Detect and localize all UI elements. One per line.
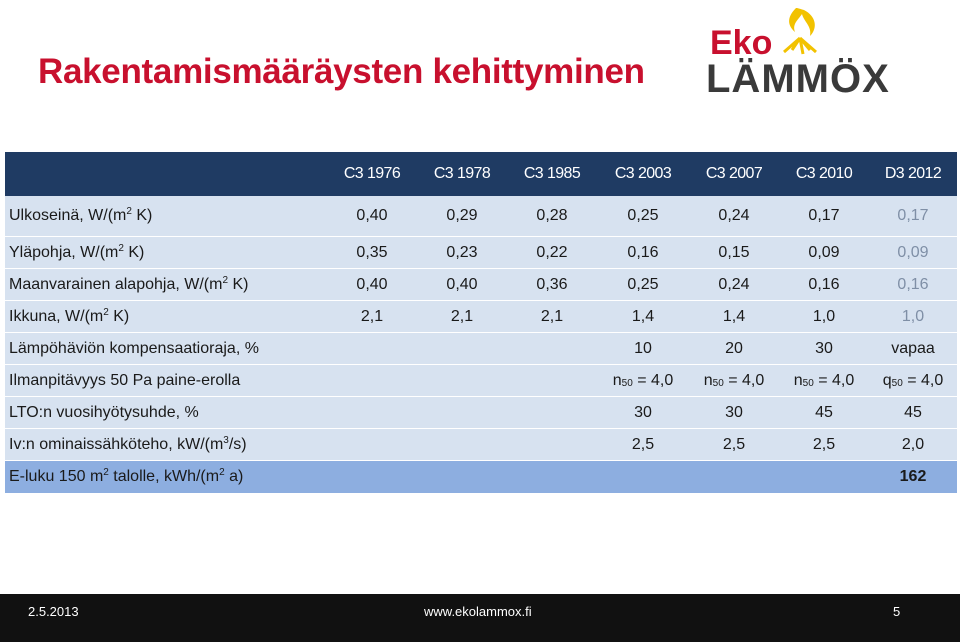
table-cell bbox=[507, 461, 597, 494]
table-cell: 0,29 bbox=[417, 196, 507, 237]
table-cell bbox=[327, 397, 417, 429]
table-cell bbox=[779, 461, 869, 494]
table-cell bbox=[689, 461, 779, 494]
flame-icon bbox=[784, 8, 816, 54]
header-c3-2003: C3 2003 bbox=[597, 152, 689, 196]
ekolammox-logo bbox=[700, 4, 920, 100]
table-cell bbox=[417, 333, 507, 365]
table-cell bbox=[327, 365, 417, 397]
table-cell bbox=[327, 429, 417, 461]
table-cell bbox=[507, 333, 597, 365]
table-cell: 2,5 bbox=[689, 429, 779, 461]
eluku-label: E-luku 150 $m^2$ talolle, kWh/($m^2$ a) bbox=[5, 461, 327, 494]
table-cell: 20 bbox=[689, 333, 779, 365]
row-label: Iv:n ominaissähköteho, $kW/(m^3/s)$ bbox=[5, 429, 327, 461]
header-c3-1976: C3 1976 bbox=[327, 152, 417, 196]
table-cell: 45 bbox=[869, 397, 957, 429]
table-cell bbox=[507, 365, 597, 397]
table-row bbox=[5, 397, 957, 429]
table-cell: 1,0 bbox=[869, 301, 957, 333]
table-row bbox=[5, 301, 957, 333]
row-label: Ulkoseinä, $W/(m^2$ K) bbox=[5, 196, 327, 237]
table-cell: 2,1 bbox=[327, 301, 417, 333]
table-cell: 2,5 bbox=[779, 429, 869, 461]
table-cell bbox=[507, 429, 597, 461]
row-label: LTO:n vuosihyötysuhde, % bbox=[5, 397, 327, 429]
table-cell: $n_{50} = 4,0$ bbox=[597, 365, 689, 397]
logo-lammox-text: LÄMMÖX bbox=[706, 57, 890, 100]
table-cell: 10 bbox=[597, 333, 689, 365]
table-cell bbox=[597, 461, 689, 494]
table-cell: 2,0 bbox=[869, 429, 957, 461]
table-cell: 0,22 bbox=[507, 237, 597, 269]
table-cell: 0,24 bbox=[689, 269, 779, 301]
eluku-value: 162 bbox=[869, 461, 957, 494]
row-label: Yläpohja, $W/(m^2$ K) bbox=[5, 237, 327, 269]
table-row bbox=[5, 429, 957, 461]
logo-eko-text: Eko bbox=[710, 24, 773, 62]
header-c3-2007: C3 2007 bbox=[689, 152, 779, 196]
table-cell bbox=[507, 397, 597, 429]
regulations-table-wrap bbox=[5, 152, 957, 494]
table-row bbox=[5, 196, 957, 237]
table-cell: vapaa bbox=[869, 333, 957, 365]
header-c3-2010: C3 2010 bbox=[779, 152, 869, 196]
table-cell: 2,1 bbox=[417, 301, 507, 333]
table-cell: 0,25 bbox=[597, 196, 689, 237]
table-cell: 1,0 bbox=[779, 301, 869, 333]
table-cell: 0,17 bbox=[869, 196, 957, 237]
table-cell: 0,23 bbox=[417, 237, 507, 269]
table-cell: 0,16 bbox=[779, 269, 869, 301]
table-cell bbox=[327, 461, 417, 494]
header-c3-1978: C3 1978 bbox=[417, 152, 507, 196]
row-label: Maanvarainen alapohja, $W/(m^2$ K) bbox=[5, 269, 327, 301]
header-blank bbox=[5, 152, 327, 196]
row-label: Ikkuna, $W/(m^2$ K) bbox=[5, 301, 327, 333]
footer-website: www.ekolammox.fi bbox=[424, 604, 532, 619]
table-cell: $n_{50} = 4,0$ bbox=[779, 365, 869, 397]
table-row bbox=[5, 237, 957, 269]
table-cell bbox=[417, 397, 507, 429]
table-cell: 0,17 bbox=[779, 196, 869, 237]
row-label: Ilmanpitävyys 50 Pa paine-erolla bbox=[5, 365, 327, 397]
table-cell: 0,40 bbox=[327, 269, 417, 301]
table-cell bbox=[417, 365, 507, 397]
table-cell: 0,28 bbox=[507, 196, 597, 237]
table-cell bbox=[417, 429, 507, 461]
page-title: Rakentamismääräysten kehittyminen bbox=[38, 52, 645, 91]
table-cell: 0,15 bbox=[689, 237, 779, 269]
table-cell: 1,4 bbox=[689, 301, 779, 333]
table-cell: 1,4 bbox=[597, 301, 689, 333]
table-cell: 0,24 bbox=[689, 196, 779, 237]
table-cell: 0,40 bbox=[327, 196, 417, 237]
table-cell: 30 bbox=[779, 333, 869, 365]
table-header-row bbox=[5, 152, 957, 196]
table-cell: 30 bbox=[597, 397, 689, 429]
table-cell: $q_{50} = 4,0$ bbox=[869, 365, 957, 397]
row-label: Lämpöhäviön kompensaatioraja, % bbox=[5, 333, 327, 365]
eluku-row bbox=[5, 461, 957, 494]
table-cell: 2,5 bbox=[597, 429, 689, 461]
table-cell: 0,16 bbox=[597, 237, 689, 269]
table-row bbox=[5, 269, 957, 301]
table-cell: 2,1 bbox=[507, 301, 597, 333]
table-cell: 0,09 bbox=[779, 237, 869, 269]
table-cell: 0,40 bbox=[417, 269, 507, 301]
footer-date: 2.5.2013 bbox=[28, 604, 79, 619]
header-d3-2012: D3 2012 bbox=[869, 152, 957, 196]
table-cell: 0,25 bbox=[597, 269, 689, 301]
table-cell bbox=[327, 333, 417, 365]
table-row bbox=[5, 333, 957, 365]
table-row bbox=[5, 365, 957, 397]
footer-page-number: 5 bbox=[893, 604, 901, 619]
regulations-table bbox=[5, 152, 957, 494]
table-cell: 45 bbox=[779, 397, 869, 429]
table-cell: 0,36 bbox=[507, 269, 597, 301]
table-cell: 0,16 bbox=[869, 269, 957, 301]
table-cell: 0,35 bbox=[327, 237, 417, 269]
table-cell: 0,09 bbox=[869, 237, 957, 269]
header-c3-1985: C3 1985 bbox=[507, 152, 597, 196]
table-cell: $n_{50} = 4,0$ bbox=[689, 365, 779, 397]
table-cell bbox=[417, 461, 507, 494]
table-cell: 30 bbox=[689, 397, 779, 429]
footer-bar bbox=[0, 594, 960, 642]
